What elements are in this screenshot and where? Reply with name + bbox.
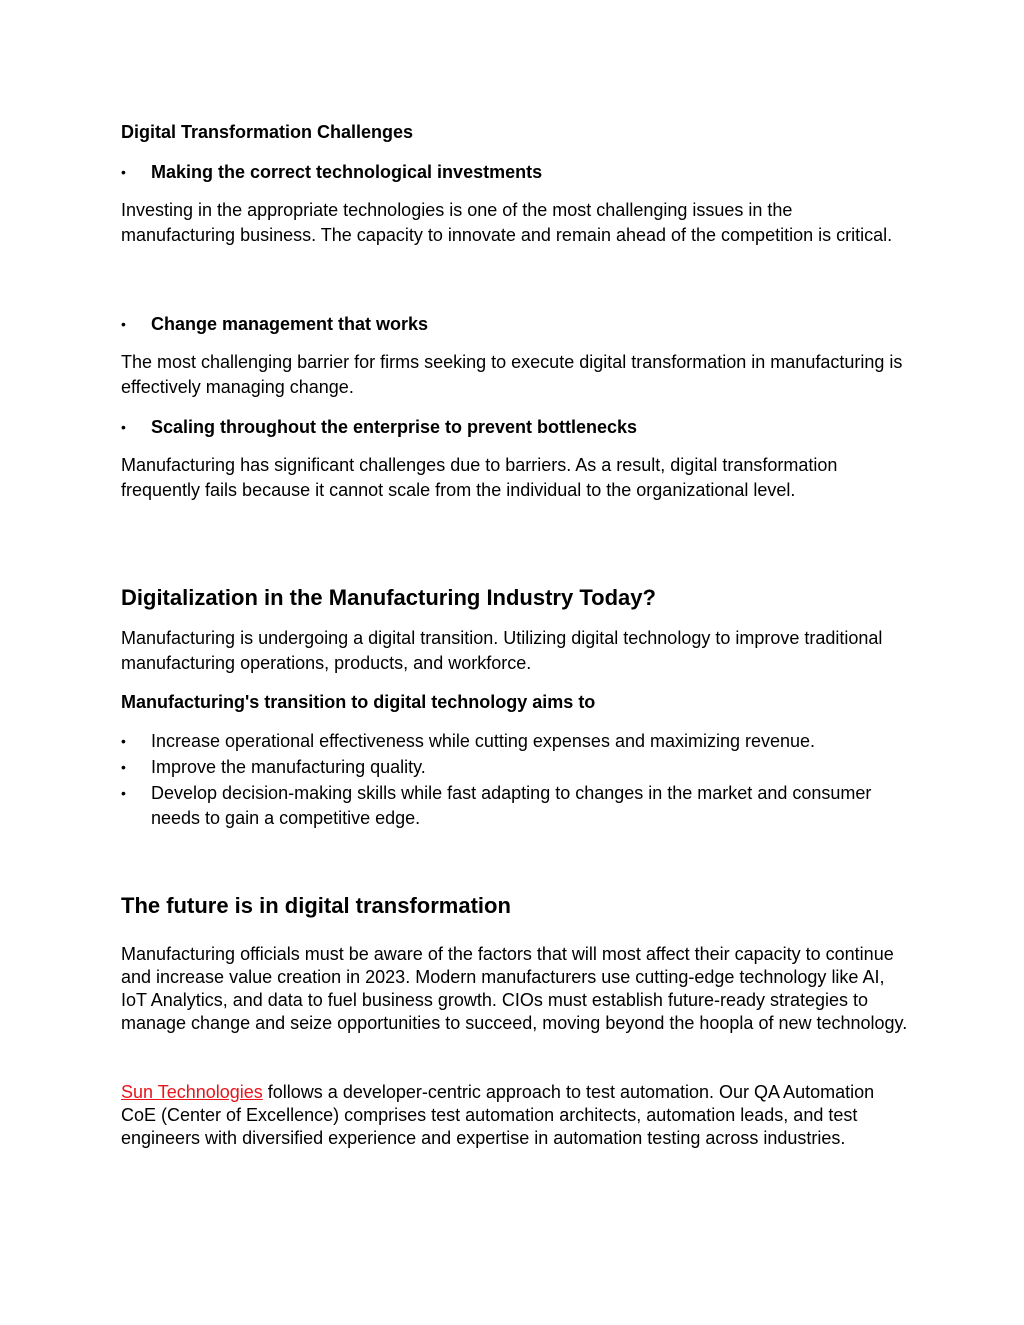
paragraph-digitalization-intro: Manufacturing is undergoing a digital transition. Utilizing digital technology to improve traditional manufacturing operations, products, and workforce. (121, 628, 883, 673)
paragraph-sun-technologies (121, 1081, 911, 1150)
list-item-text: Develop decision-making skills while fast adapting to changes in the market and consumer needs to gain a competitive edge. (151, 783, 872, 828)
list-item (121, 729, 921, 754)
paragraph-sun-technologies-text: follows a developer-centric approach to test automation. Our QA Automation CoE (Center of Excellence) comprises test automation architects, automation leads, and test engineers with diversified experience and expertise in automation testing across industries. (121, 1082, 875, 1148)
list-item-text: Improve the manufacturing quality. (151, 757, 426, 777)
bullet-icon: • (121, 164, 126, 180)
paragraph-investments: Investing in the appropriate technologies is one of the most challenging issues in the manufacturing business. The capacity to innovate and remain ahead of the competition is critical. (121, 200, 893, 245)
section-title-challenges: Digital Transformation Challenges (121, 122, 414, 142)
bullet-icon: • (121, 419, 126, 435)
section-title-digitalization: Digitalization in the Manufacturing Industry Today? (121, 585, 656, 610)
paragraph-future: Manufacturing officials must be aware of the factors that will most affect their capacity to continue and increase value creation in 2023. Modern manufacturers use cutting-edge technology like AI, IoT Analytics, and data to fuel business growth. CIOs must establish future-ready strategies to manage change and seize opportunities to succeed, moving beyond the hoopla of new technology. (121, 944, 908, 1033)
bullet-heading-text: Scaling throughout the enterprise to prevent bottlenecks (151, 417, 638, 437)
bullet-heading-change-management (121, 312, 921, 337)
subheading-transition-aims: Manufacturing's transition to digital technology aims to (121, 692, 596, 712)
list-item-text: Increase operational effectiveness while cutting expenses and maximizing revenue. (151, 731, 816, 751)
paragraph-scaling: Manufacturing has significant challenges due to barriers. As a result, digital transformation frequently fails because it cannot scale from the individual to the organizational level. (121, 455, 838, 500)
section-title-future: The future is in digital transformation (121, 893, 511, 918)
bullet-icon: • (121, 316, 126, 332)
bullet-icon: • (121, 785, 126, 801)
bullet-heading-text: Making the correct technological investments (151, 162, 543, 182)
bullet-heading-scaling (121, 415, 921, 440)
bullet-icon: • (121, 759, 126, 775)
bullet-icon: • (121, 733, 126, 749)
bullet-heading-text: Change management that works (151, 314, 429, 334)
list-item (121, 781, 891, 831)
list-item (121, 755, 921, 780)
bullet-heading-investments (121, 160, 921, 185)
paragraph-change-management: The most challenging barrier for firms seeking to execute digital transformation in manufacturing is effectively managing change. (121, 352, 903, 397)
sun-technologies-link[interactable]: Sun Technologies (121, 1082, 263, 1102)
